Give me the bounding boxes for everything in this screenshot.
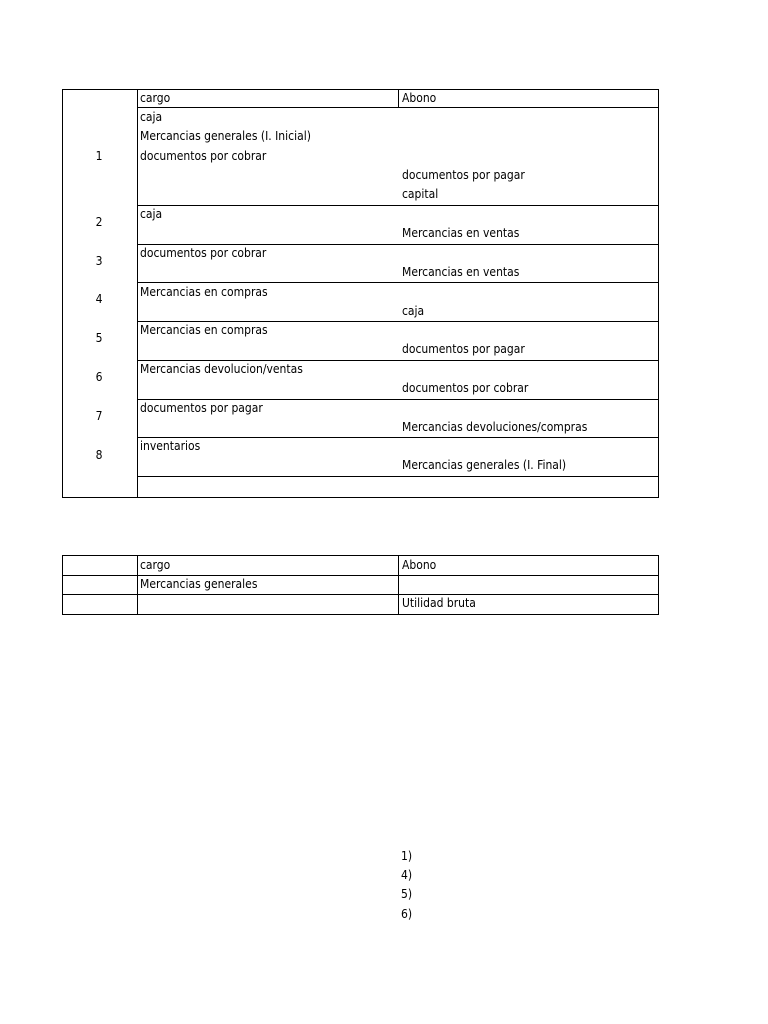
summary-row-divider — [62, 594, 658, 595]
abono-cell: documentos por cobrar — [402, 381, 529, 395]
entry-number: 1 — [95, 149, 103, 163]
summary-column-divider — [137, 555, 138, 614]
header-abono: Abono — [402, 91, 437, 105]
entry-divider — [137, 476, 658, 477]
note-item: 4) — [401, 868, 413, 882]
abono-cell: documentos por pagar — [402, 168, 525, 182]
entry-number: 2 — [95, 215, 103, 229]
entry-number: 8 — [95, 448, 103, 462]
number-column-divider — [137, 89, 138, 497]
summary-abono-cell: Utilidad bruta — [402, 596, 476, 610]
entry-number: 7 — [95, 409, 103, 423]
entry-number: 6 — [95, 370, 103, 384]
header-column-divider — [398, 89, 399, 108]
cargo-cell: Mercancias devolucion/ventas — [140, 362, 303, 376]
note-item: 6) — [401, 907, 413, 921]
header-cargo: cargo — [140, 91, 171, 105]
cargo-cell: Mercancias en compras — [140, 285, 268, 299]
note-item: 5) — [401, 887, 413, 901]
summary-header-cargo: cargo — [140, 558, 171, 572]
summary-header-abono: Abono — [402, 558, 437, 572]
entry-divider — [137, 437, 658, 438]
abono-cell: documentos por pagar — [402, 342, 525, 356]
abono-cell: Mercancias devoluciones/compras — [402, 420, 588, 434]
note-item: 1) — [401, 849, 413, 863]
entry-divider — [137, 205, 658, 206]
header-divider — [137, 107, 658, 108]
cargo-cell: Mercancias en compras — [140, 323, 268, 337]
entry-number: 3 — [95, 254, 103, 268]
abono-cell: Mercancias generales (I. Final) — [402, 458, 567, 472]
abono-cell: Mercancias en ventas — [402, 226, 520, 240]
summary-column-divider — [398, 555, 399, 614]
cargo-cell: caja — [140, 110, 163, 124]
cargo-cell: documentos por cobrar — [140, 149, 267, 163]
abono-cell: caja — [402, 304, 425, 318]
cargo-cell: documentos por pagar — [140, 401, 263, 415]
summary-cargo-cell: Mercancias generales — [140, 577, 258, 591]
abono-cell: Mercancias en ventas — [402, 265, 520, 279]
cargo-cell: inventarios — [140, 439, 201, 453]
abono-cell: capital — [402, 187, 439, 201]
entry-number: 4 — [95, 292, 103, 306]
entry-number: 5 — [95, 331, 103, 345]
cargo-cell: documentos por cobrar — [140, 246, 267, 260]
cargo-cell: Mercancias generales (I. Inicial) — [140, 129, 311, 143]
cargo-cell: caja — [140, 207, 163, 221]
